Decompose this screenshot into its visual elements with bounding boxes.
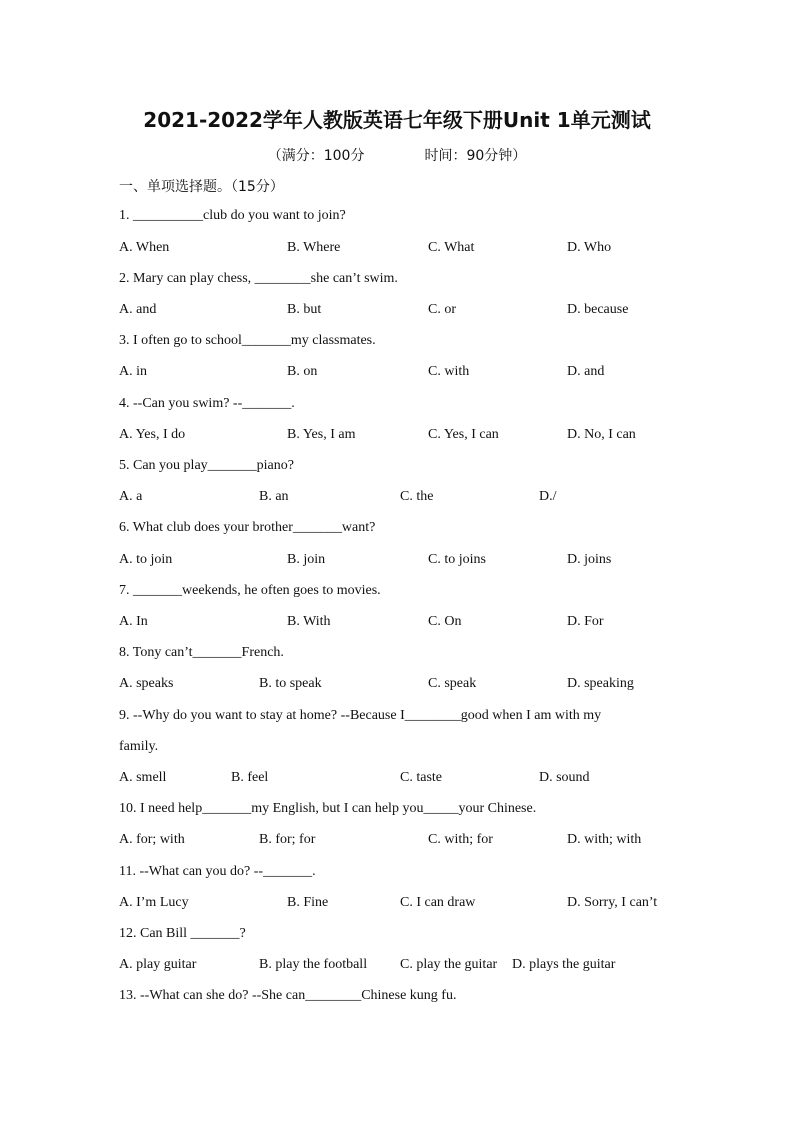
question-13: 13. --What can she do? --She can________Chinese kung fu. — [119, 988, 457, 1003]
option-3b: B. on — [287, 364, 318, 379]
option-4a: A. Yes, I do — [119, 427, 186, 442]
option-11a: A. I’m Lucy — [119, 895, 189, 910]
option-12a: A. play guitar — [119, 957, 197, 972]
option-11b: B. Fine — [287, 895, 329, 910]
option-12b: B. play the football — [259, 957, 368, 972]
option-11c: C. I can draw — [400, 895, 476, 910]
question-4: 4. --Can you swim? --_______. — [119, 396, 295, 411]
option-7d: D. For — [567, 614, 604, 629]
option-9b: B. feel — [231, 770, 269, 785]
option-12d: D. plays the guitar — [512, 957, 616, 972]
option-5d: D./ — [539, 489, 557, 504]
option-11d: D. Sorry, I can’t — [567, 895, 658, 910]
question-6: 6. What club does your brother_______want? — [119, 520, 376, 535]
option-8c: C. speak — [428, 676, 477, 691]
page-title: 2021-2022学年人教版英语七年级下册Unit 1单元测试 — [143, 108, 651, 132]
question-10: 10. I need help_______my English, but I can help you_____your Chinese. — [119, 801, 537, 816]
option-2c: C. or — [428, 302, 456, 317]
option-7c: C. On — [428, 614, 462, 629]
option-2d: D. because — [567, 302, 629, 317]
option-5c: C. the — [400, 489, 434, 504]
question-3: 3. I often go to school_______my classmates. — [119, 333, 376, 348]
option-3a: A. in — [119, 364, 147, 379]
option-4d: D. No, I can — [567, 427, 636, 442]
question-11: 11. --What can you do? --_______. — [119, 864, 316, 879]
option-1d: D. Who — [567, 240, 612, 255]
option-1c: C. What — [428, 240, 475, 255]
question-5: 5. Can you play_______piano? — [119, 458, 294, 473]
option-10c: C. with; for — [428, 832, 493, 847]
option-10a: A. for; with — [119, 832, 185, 847]
option-1a: A. When — [119, 240, 170, 255]
option-3d: D. and — [567, 364, 605, 379]
question-9-cont: family. — [119, 739, 159, 754]
exam-time: 时间：90分钟） — [424, 148, 527, 164]
option-12c: C. play the guitar — [400, 957, 498, 972]
question-1: 1. __________club do you want to join? — [119, 208, 346, 223]
option-10d: D. with; with — [567, 832, 642, 847]
section-heading: 一、单项选择题。（15分） — [119, 179, 284, 195]
option-2a: A. and — [119, 302, 157, 317]
option-8d: D. speaking — [567, 676, 634, 691]
option-7a: A. In — [119, 614, 148, 629]
option-8a: A. speaks — [119, 676, 174, 691]
exam-info — [0, 145, 794, 165]
option-5b: B. an — [259, 489, 289, 504]
option-6b: B. join — [287, 552, 326, 567]
option-6c: C. to joins — [428, 552, 486, 567]
option-2b: B. but — [287, 302, 322, 317]
option-4b: B. Yes, I am — [287, 427, 356, 442]
option-5a: A. a — [119, 489, 143, 504]
option-9d: D. sound — [539, 770, 590, 785]
option-6a: A. to join — [119, 552, 173, 567]
option-8b: B. to speak — [259, 676, 322, 691]
option-1b: B. Where — [287, 240, 341, 255]
option-9c: C. taste — [400, 770, 442, 785]
full-score: （满分：100分 — [267, 148, 365, 164]
option-3c: C. with — [428, 364, 470, 379]
question-9: 9. --Why do you want to stay at home? --Because I________good when I am with my — [119, 708, 602, 723]
option-4c: C. Yes, I can — [428, 427, 499, 442]
question-7: 7. _______weekends, he often goes to movies. — [119, 583, 381, 598]
question-8: 8. Tony can’t_______French. — [119, 645, 284, 660]
option-9a: A. smell — [119, 770, 167, 785]
question-12: 12. Can Bill _______? — [119, 926, 246, 941]
option-10b: B. for; for — [259, 832, 316, 847]
option-6d: D. joins — [567, 552, 612, 567]
question-2: 2. Mary can play chess, ________she can’t swim. — [119, 271, 398, 286]
option-7b: B. With — [287, 614, 331, 629]
